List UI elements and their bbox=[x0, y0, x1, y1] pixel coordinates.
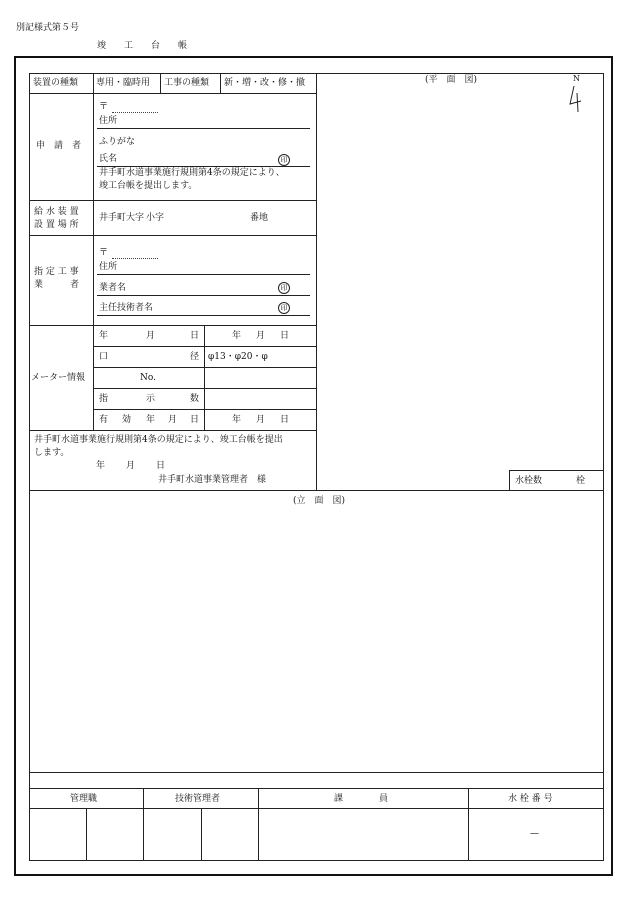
submission-line2: します。 bbox=[34, 448, 70, 458]
north-label: N bbox=[573, 74, 580, 83]
applicant-seal-icon: 印 bbox=[278, 154, 290, 166]
location-label-line2: 設 置 場 所 bbox=[34, 220, 79, 230]
elevation-view-label: (立 面 図) bbox=[293, 496, 346, 506]
meter-number-label: No. bbox=[140, 373, 156, 383]
meter-date-day: 日 bbox=[190, 331, 200, 341]
meter-date2-year: 年 bbox=[232, 331, 242, 341]
applicant-statement-line2: 竣工台帳を提出します。 bbox=[99, 181, 198, 191]
meter-date-month: 月 bbox=[146, 331, 156, 341]
page-title: 竣 工 台 帳 bbox=[97, 41, 188, 51]
contractor-label-line1: 指 定 工 事 bbox=[34, 267, 79, 277]
applicant-statement-line1: 井手町水道事業施行規則第4条の規定により、 bbox=[99, 168, 285, 178]
plan-view-label: (平 面 図) bbox=[425, 75, 478, 85]
meter-date2-day: 日 bbox=[280, 331, 290, 341]
contractor-label-line2: 業 者 bbox=[34, 280, 80, 290]
location-banchi: 番地 bbox=[250, 213, 269, 223]
meter-info-label: メーター情報 bbox=[31, 373, 86, 383]
engineer-seal-icon: 印 bbox=[278, 302, 290, 314]
applicant-name-label: 氏名 bbox=[99, 154, 118, 164]
meter-expiry-a: 有 bbox=[99, 415, 109, 425]
contractor-engineer-label: 主任技術者名 bbox=[99, 303, 154, 313]
north-arrow-icon bbox=[565, 84, 587, 114]
submission-addressee: 井手町水道事業管理者 様 bbox=[158, 475, 267, 485]
contractor-postal-mark: 〒 bbox=[99, 248, 109, 258]
meter-expiry-c: 年 bbox=[146, 415, 156, 425]
meter-expiry-d: 月 bbox=[168, 415, 178, 425]
meter-expiry-b: 効 bbox=[122, 415, 132, 425]
footer-section-label: 課 員 bbox=[334, 794, 389, 804]
meter-date-year: 年 bbox=[99, 331, 109, 341]
meter-date2-month: 月 bbox=[256, 331, 266, 341]
submission-day: 日 bbox=[156, 461, 166, 471]
device-type-label: 装置の種類 bbox=[33, 78, 79, 88]
hydrant-count-label: 水栓数 bbox=[515, 476, 543, 486]
hydrant-unit: 栓 bbox=[576, 476, 586, 486]
meter-expiry2-year: 年 bbox=[232, 415, 242, 425]
work-type-label: 工事の種類 bbox=[164, 78, 210, 88]
footer-engineer-label: 技術管理者 bbox=[175, 794, 221, 804]
meter-reading-left: 指 bbox=[99, 394, 109, 404]
contractor-company-label: 業者名 bbox=[99, 283, 127, 293]
meter-bore-right: 径 bbox=[190, 352, 200, 362]
footer-faucet-number-value: — bbox=[530, 829, 539, 839]
applicant-postal-mark: 〒 bbox=[99, 102, 109, 112]
device-type-value: 専用・臨時用 bbox=[96, 78, 151, 88]
submission-month: 月 bbox=[126, 461, 136, 471]
contractor-address-label: 住所 bbox=[99, 262, 118, 272]
applicant-label: 申 請 者 bbox=[36, 141, 82, 151]
contractor-seal-icon: 印 bbox=[278, 282, 290, 294]
meter-bore-left: 口 bbox=[99, 352, 109, 362]
applicant-furigana-label: ふりがな bbox=[99, 137, 136, 147]
form-number: 別記様式第５号 bbox=[16, 23, 80, 33]
footer-admin-label: 管理職 bbox=[70, 794, 98, 804]
work-type-value: 新・増・改・修・撤 bbox=[224, 78, 306, 88]
submission-line1: 井手町水道事業施行規則第4条の規定により、竣工台帳を提出 bbox=[34, 435, 283, 445]
meter-bore-value: φ13・φ20・φ bbox=[208, 352, 268, 362]
meter-expiry2-day: 日 bbox=[280, 415, 290, 425]
meter-reading-mid: 示 bbox=[146, 394, 156, 404]
meter-expiry-e: 日 bbox=[190, 415, 200, 425]
submission-year: 年 bbox=[96, 461, 106, 471]
location-label-line1: 給 水 装 置 bbox=[34, 207, 79, 217]
footer-faucet-number-label: 水 栓 番 号 bbox=[508, 794, 553, 804]
location-koaza: 小字 bbox=[146, 213, 165, 223]
location-town: 井手町大字 bbox=[99, 213, 145, 223]
meter-expiry2-month: 月 bbox=[256, 415, 266, 425]
applicant-address-label: 住所 bbox=[99, 116, 118, 126]
meter-reading-right: 数 bbox=[190, 394, 200, 404]
